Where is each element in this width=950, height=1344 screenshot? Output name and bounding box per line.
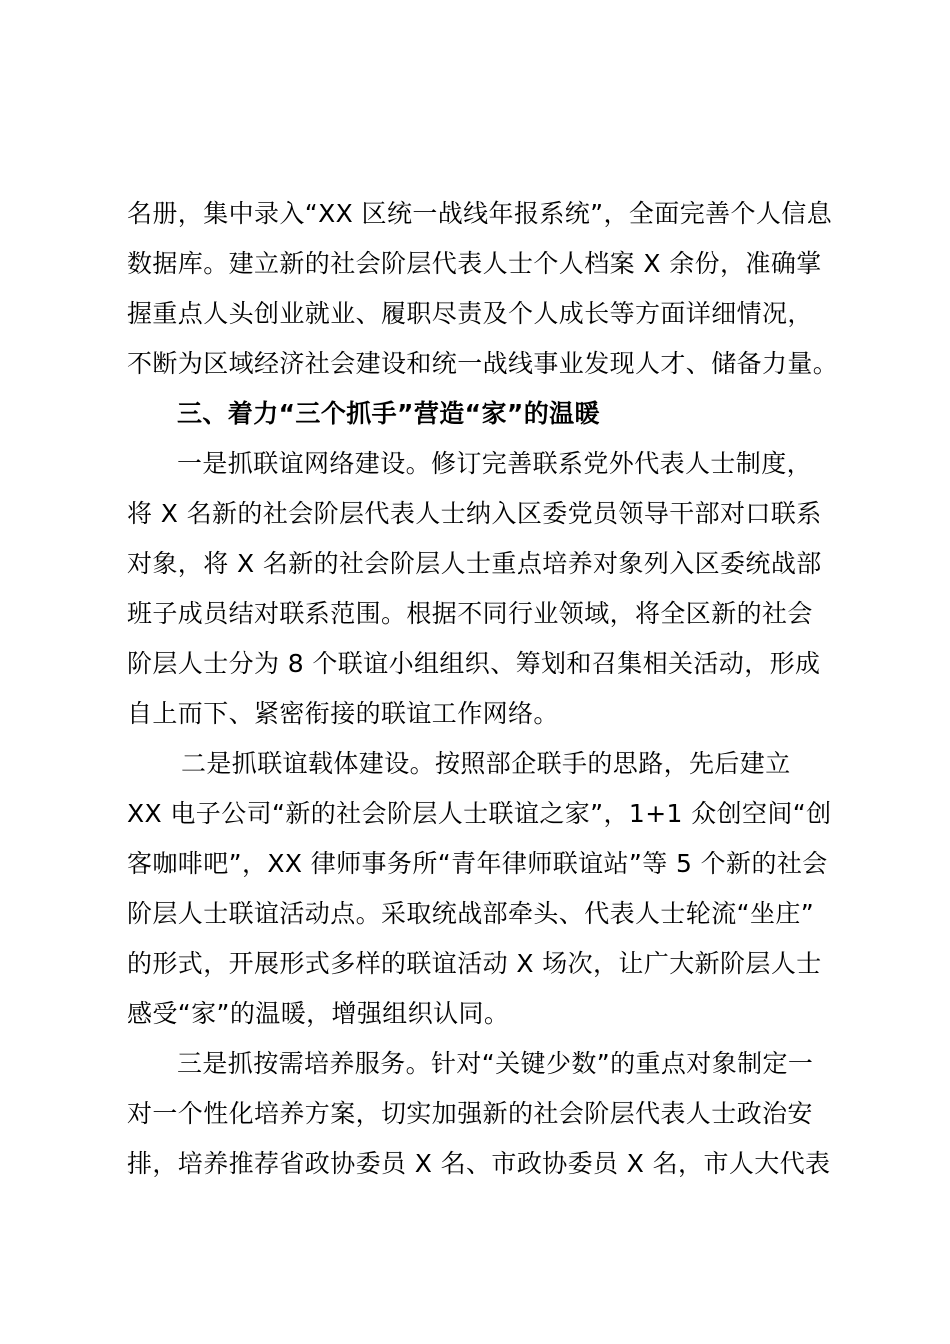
text-line: 阶层人士联谊活动点。采取统战部牵头、代表人士轮流“坐庄”: [127, 899, 815, 928]
text-line: 不断为区域经济社会建设和统一战线事业发现人才、储备力量。: [127, 349, 839, 378]
text-line: 一是抓联谊网络建设。修订完善联系党外代表人士制度，: [177, 449, 813, 478]
text-line: 客咖啡吧”，XX 律师事务所“青年律师联谊站”等 5 个新的社会: [127, 849, 828, 878]
text-line: XX 电子公司“新的社会阶层人士联谊之家”，1+1 众创空间“创: [127, 799, 832, 828]
text-line: 班子成员结对联系范围。根据不同行业领域，将全区新的社会: [127, 599, 813, 628]
text-line: 二是抓联谊载体建设。按照部企联手的思路，先后建立: [181, 749, 791, 778]
text-line: 握重点人头创业就业、履职尽责及个人成长等方面详细情况，: [127, 299, 813, 328]
text-line: 排，培养推荐省政协委员 X 名、市政协委员 X 名，市人大代表: [127, 1149, 831, 1178]
text-line: 感受“家”的温暖，增强组织认同。: [127, 999, 510, 1028]
text-line: 名册，集中录入“XX 区统一战线年报系统”，全面完善个人信息: [127, 199, 833, 228]
text-line: 三是抓按需培养服务。针对“关键少数”的重点对象制定一: [177, 1049, 814, 1078]
section-heading: 三、着力“三个抓手”营造“家”的温暖: [177, 399, 600, 428]
text-line: 将 X 名新的社会阶层代表人士纳入区委党员领导干部对口联系: [127, 499, 822, 528]
text-line: 对一个性化培养方案，切实加强新的社会阶层代表人士政治安: [127, 1099, 813, 1128]
text-line: 的形式，开展形式多样的联谊活动 X 场次，让广大新阶层人士: [127, 949, 822, 978]
text-line: 对象，将 X 名新的社会阶层人士重点培养对象列入区委统战部: [127, 549, 822, 578]
text-line: 数据库。建立新的社会阶层代表人士个人档案 X 余份，准确掌: [127, 249, 822, 278]
text-line: 阶层人士分为 8 个联谊小组组织、筹划和召集相关活动，形成: [127, 649, 821, 678]
text-line: 自上而下、紧密衔接的联谊工作网络。: [127, 699, 559, 728]
